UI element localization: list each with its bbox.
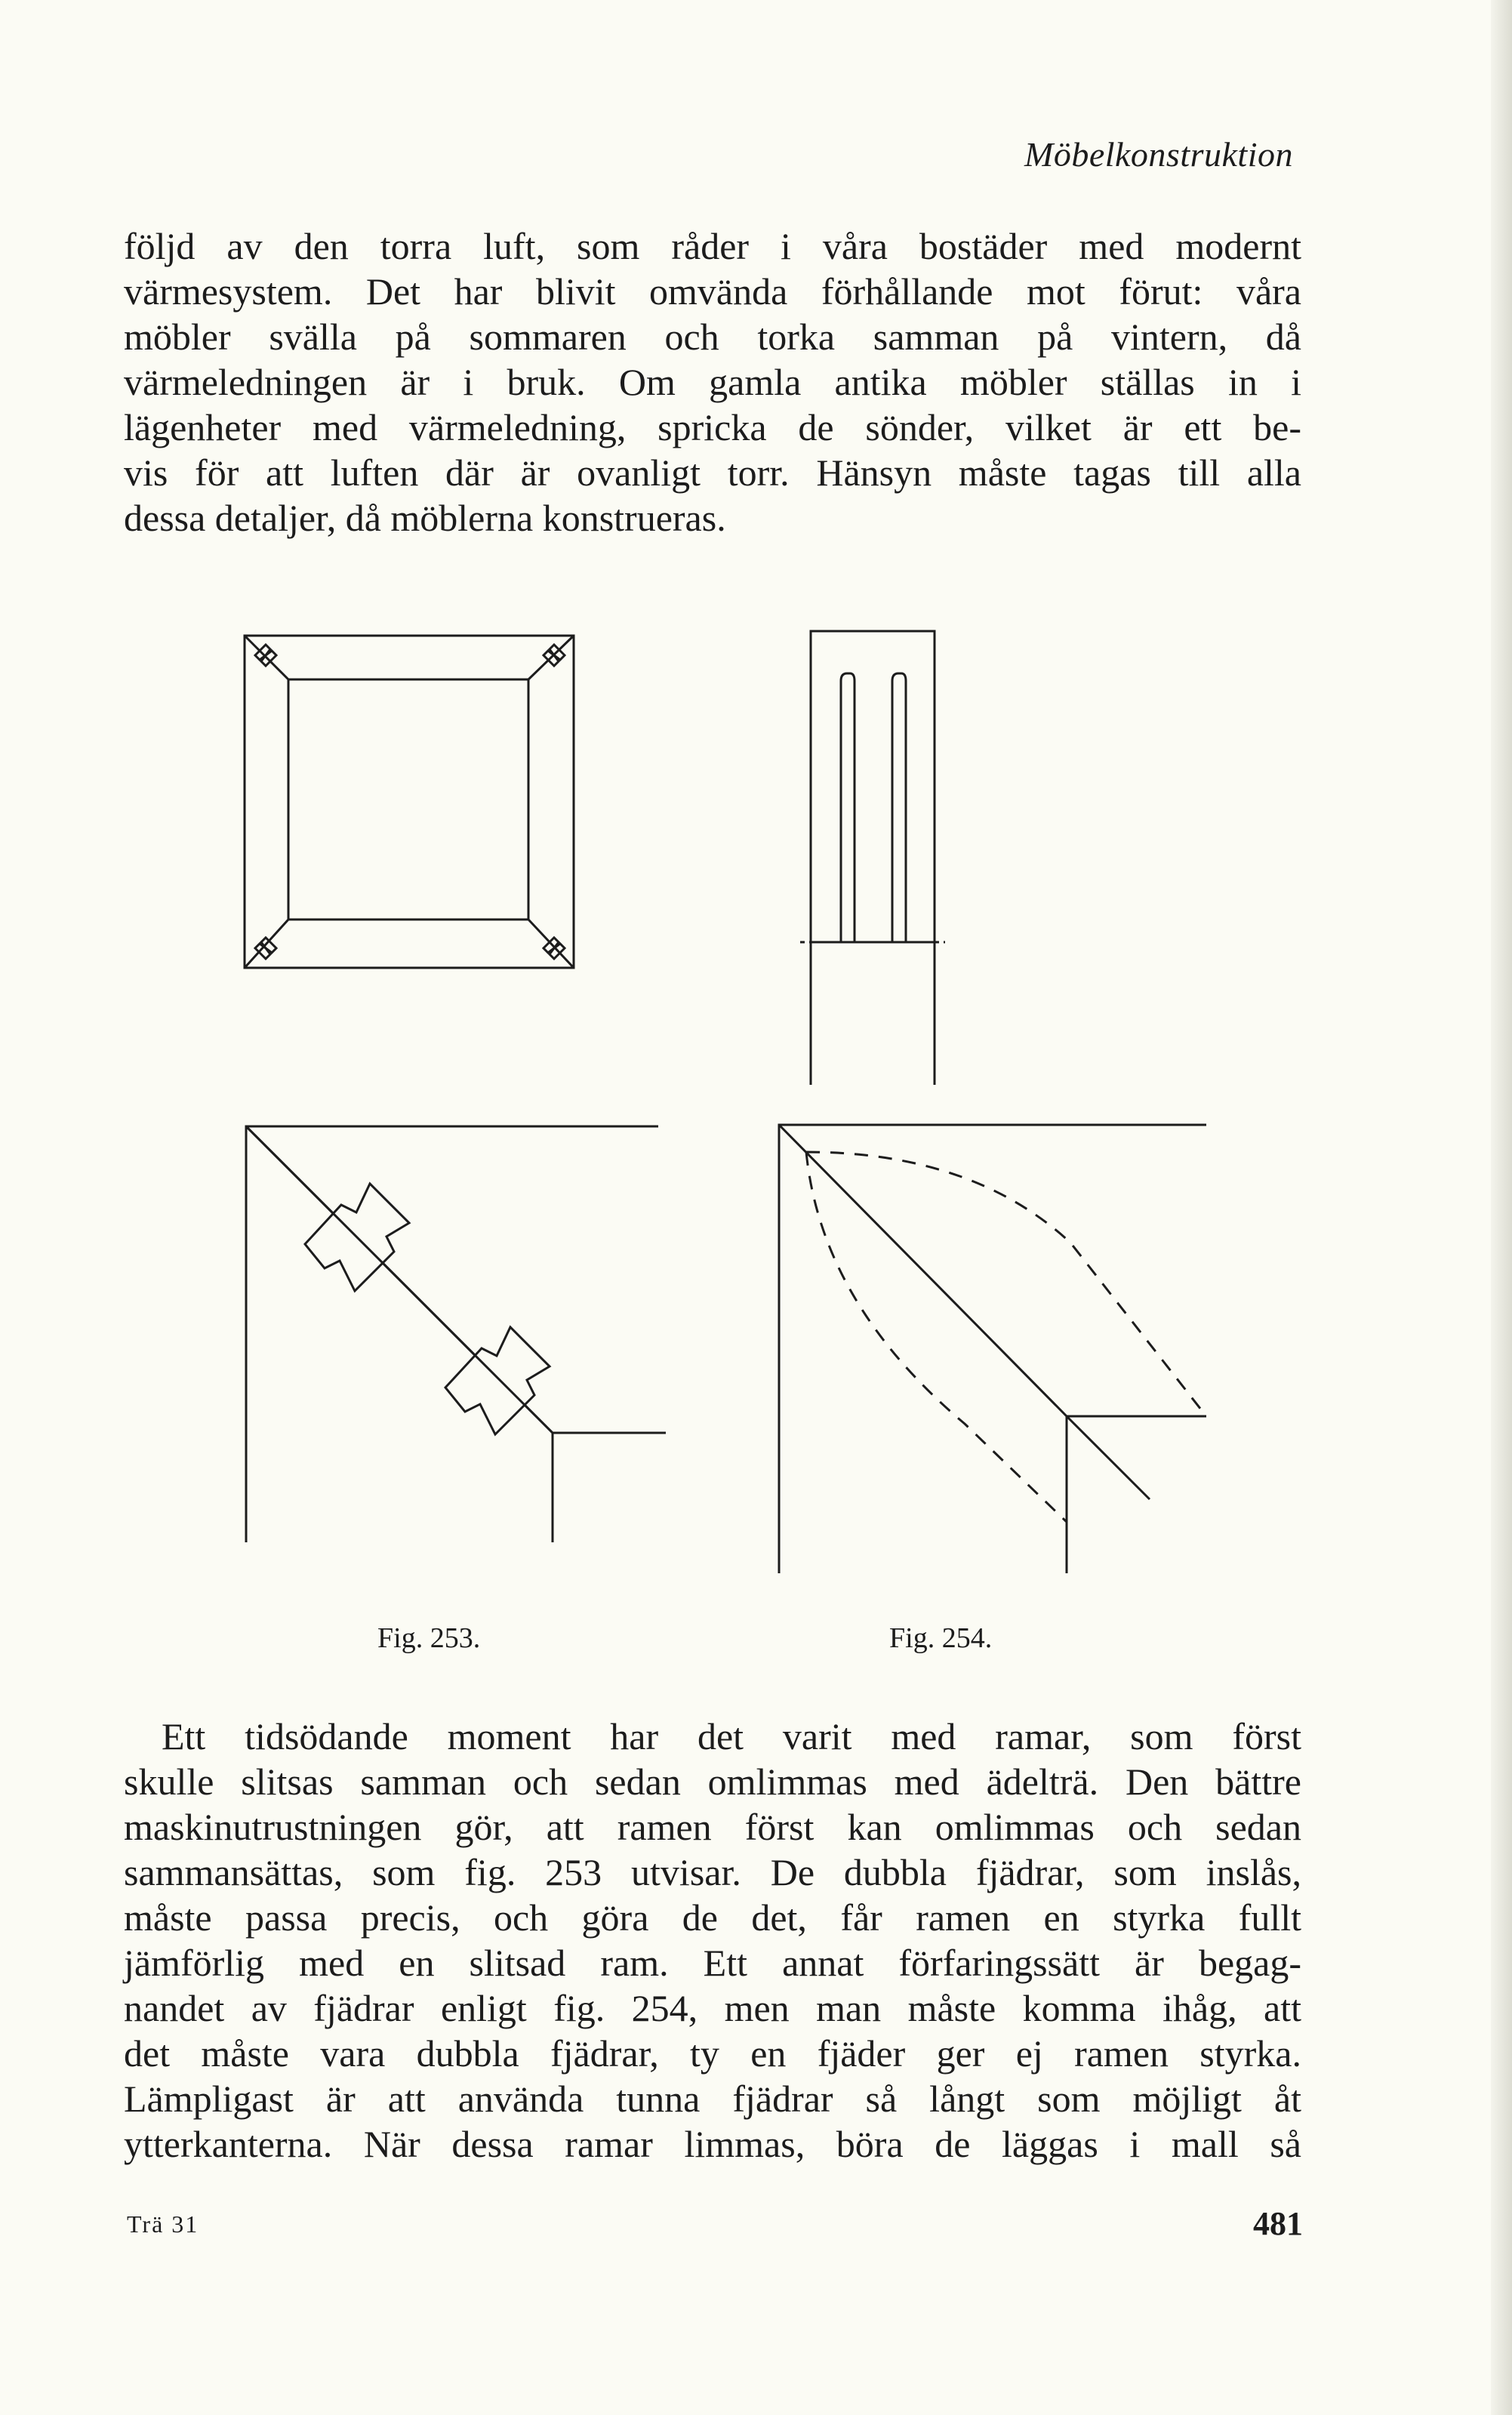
page-edge-shadow: [1491, 0, 1512, 2415]
fig254-member-diagram: [808, 628, 951, 1089]
text-line: värmesystem. Det har blivit omvända förhållande mot förut: våra: [124, 270, 1301, 313]
paragraph-2: [124, 1714, 1301, 2167]
text-line: Ett tidsödande moment har det varit med ramar, som först: [162, 1715, 1301, 1757]
text-line: möbler svälla på sommaren och torka samman på vintern, då: [124, 316, 1301, 358]
text-line: värmeledningen är i bruk. Om gamla antika möbler ställas in i: [124, 361, 1301, 403]
text-line: Lämpligast är att använda tunna fjädrar så långt som möjligt åt: [124, 2078, 1301, 2120]
text-line: dessa detaljer, då möblerna konstrueras.: [124, 497, 726, 539]
fig253-frame-diagram: [242, 633, 578, 974]
text-line: det måste vara dubbla fjädrar, ty en fjäder ger ej ramen styrka.: [124, 2032, 1301, 2075]
text-line: skulle slitsas samman och sedan omlimmas med ädelträ. Den bättre: [124, 1760, 1301, 1803]
text-line: följd av den torra luft, som råder i våra bostäder med modernt: [124, 225, 1301, 267]
running-header: Möbelkonstruktion: [1024, 135, 1293, 174]
text-line: vis för att luften där är ovanligt torr. Hänsyn måste tagas till alla: [124, 451, 1301, 494]
figure-caption-253: Fig. 253.: [377, 1622, 481, 1654]
figure-caption-254: Fig. 254.: [889, 1622, 993, 1654]
text-line: maskinutrustningen gör, att ramen först kan omlimmas och sedan: [124, 1806, 1301, 1848]
text-line: måste passa precis, och göra de det, får ramen en styrka fullt: [124, 1896, 1301, 1939]
paragraph-1: [124, 223, 1301, 541]
fig254-mitre-detail: [776, 1122, 1214, 1575]
signature-mark: Trä 31: [127, 2210, 199, 2238]
text-line: lägenheter med värmeledning, spricka de sönder, vilket är ett be-: [124, 406, 1301, 448]
text-line: nandet av fjädrar enligt fig. 254, men man måste komma ihåg, att: [124, 1987, 1301, 2029]
page-number: 481: [1253, 2205, 1303, 2242]
fig253-mitre-detail: [243, 1123, 666, 1546]
text-line: ytterkanterna. När dessa ramar limmas, böra de läggas i mall så: [124, 2123, 1301, 2165]
text-line: sammansättas, som fig. 253 utvisar. De dubbla fjädrar, som inslås,: [124, 1851, 1301, 1893]
text-line: jämförlig med en slitsad ram. Ett annat förfaringssätt är begag-: [124, 1942, 1301, 1984]
